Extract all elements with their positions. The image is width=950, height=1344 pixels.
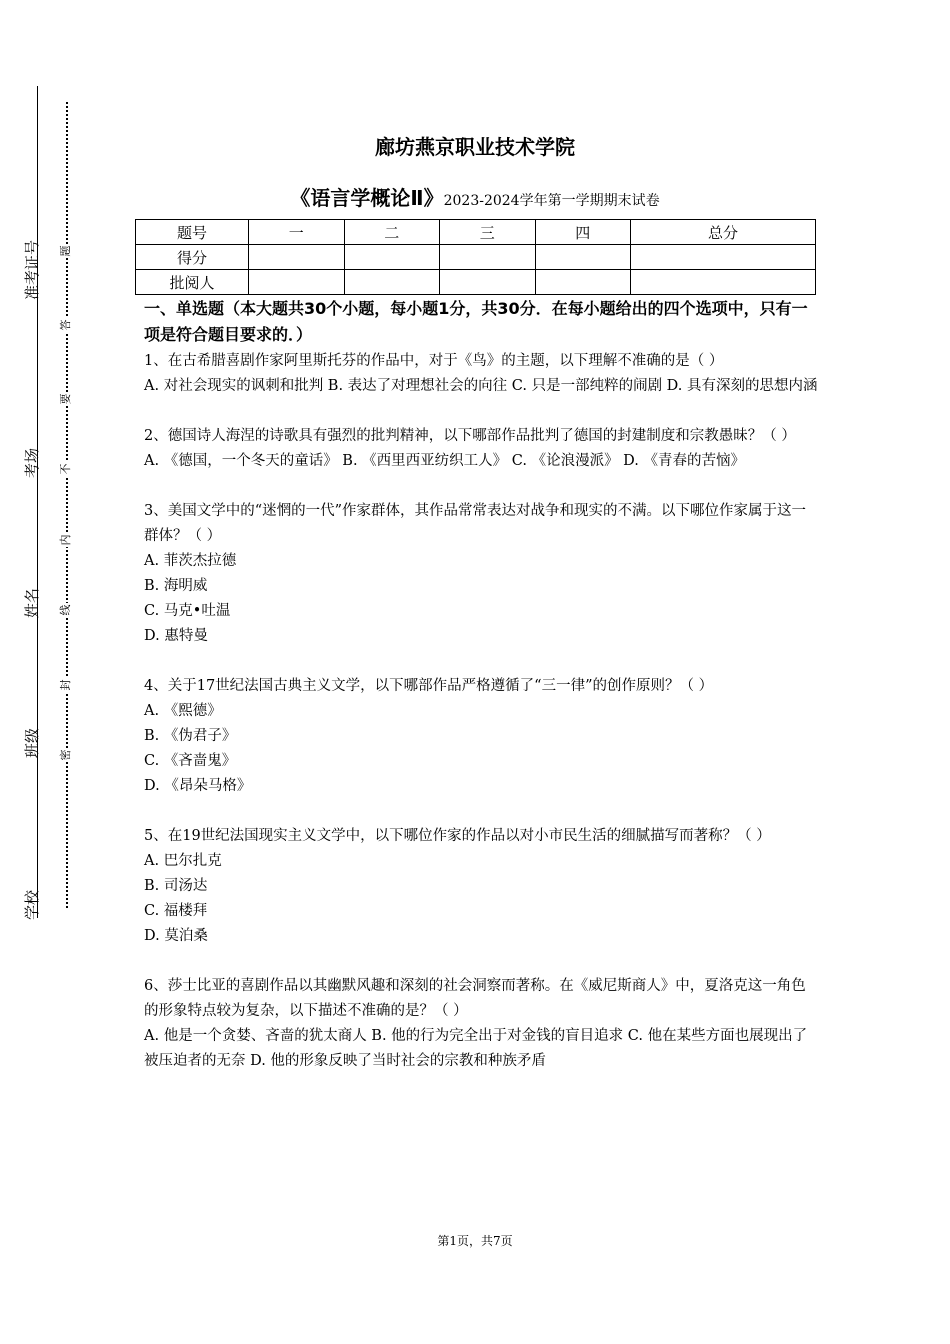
seal-char: 要 xyxy=(59,393,72,405)
option: A. 菲茨杰拉德 xyxy=(144,553,237,569)
question-stem: 6、莎士比亚的喜剧作品以其幽默风趣和深刻的社会洞察而著称。在《威尼斯商人》中，夏洛克这一角色的形象特点较为复杂，以下描述不准确的是？（ ） xyxy=(144,978,806,1019)
seal-char: 题 xyxy=(59,245,72,257)
seal-char: 答 xyxy=(59,319,72,331)
option: C. 福楼拜 xyxy=(144,903,208,919)
exam-title xyxy=(0,182,950,211)
school-label: 学校 xyxy=(23,889,41,920)
question-stem: 3、美国文学中的“迷惘的一代”作家群体，其作品常常表达对战争和现实的不满。以下哪位作家属于这一群体？（ ） xyxy=(144,503,807,544)
option: D. 莫泊桑 xyxy=(144,928,208,944)
table-row xyxy=(136,220,816,245)
name-label: 姓名 xyxy=(23,587,41,618)
score-cell[interactable] xyxy=(344,245,440,270)
course-title: 《语言学概论Ⅱ》 xyxy=(290,186,444,210)
class-label: 班级 xyxy=(23,727,41,758)
question-6 xyxy=(144,974,818,1074)
option: C. 马克•吐温 xyxy=(144,603,231,619)
option: B. 《伪君子》 xyxy=(144,728,237,744)
column-header: 四 xyxy=(535,220,631,245)
page-footer: 第1页，共7页 xyxy=(437,1234,513,1248)
seal-char: 线 xyxy=(59,604,72,616)
id-number-label: 准考证号 xyxy=(23,239,41,300)
option: D. 《昂朵马格》 xyxy=(144,778,252,794)
row-label: 题号 xyxy=(136,220,249,245)
question-stem: 2、德国诗人海涅的诗歌具有强烈的批判精神，以下哪部作品批判了德国的封建制度和宗教愚昧？（ ） xyxy=(144,428,796,444)
question-stem: 4、关于17世纪法国古典主义文学，以下哪部作品严格遵循了“三一律”的创作原则？（ ） xyxy=(144,678,714,694)
grader-cell[interactable] xyxy=(631,270,816,295)
question-5 xyxy=(144,824,818,949)
question-stem: 1、在古希腊喜剧作家阿里斯托芬的作品中，对于《鸟》的主题，以下理解不准确的是（ ） xyxy=(144,353,724,369)
grader-cell[interactable] xyxy=(440,270,536,295)
table-row xyxy=(136,270,816,295)
option: A. 巴尔扎克 xyxy=(144,853,222,869)
question-stem: 5、在19世纪法国现实主义文学中，以下哪位作家的作品以对小市民生活的细腻描写而著称？（ ） xyxy=(144,828,771,844)
score-cell[interactable] xyxy=(249,245,345,270)
row-label: 得分 xyxy=(136,245,249,270)
column-header: 一 xyxy=(249,220,345,245)
column-header: 二 xyxy=(344,220,440,245)
grader-cell[interactable] xyxy=(344,270,440,295)
question-options: A. 对社会现实的讽刺和批判 B. 表达了对理想社会的向往 C. 只是一部纯粹的闹剧 D. 具有深刻的思想内涵 xyxy=(144,378,818,394)
score-cell[interactable] xyxy=(440,245,536,270)
question-1 xyxy=(144,349,818,399)
column-header: 总分 xyxy=(631,220,816,245)
grader-cell[interactable] xyxy=(249,270,345,295)
question-4 xyxy=(144,674,818,799)
seal-dotted-line xyxy=(66,102,68,908)
score-table xyxy=(135,219,816,295)
question-3 xyxy=(144,499,818,649)
option: B. 司汤达 xyxy=(144,878,208,894)
section-heading: 一、单选题（本大题共30个小题，每小题1分，共30分．在每小题给出的四个选项中，只有一项是符合题目要求的．） xyxy=(144,299,808,344)
question-2 xyxy=(144,424,818,474)
exam-room-label: 考场 xyxy=(23,447,41,478)
school-name: 廊坊燕京职业技术学院 xyxy=(375,135,575,159)
score-cell[interactable] xyxy=(631,245,816,270)
seal-char: 密 xyxy=(59,749,72,761)
grader-cell[interactable] xyxy=(535,270,631,295)
option: B. 海明威 xyxy=(144,578,208,594)
row-label: 批阅人 xyxy=(136,270,249,295)
column-header: 三 xyxy=(440,220,536,245)
seal-char: 不 xyxy=(59,463,72,475)
question-options: A. 《德国，一个冬天的童话》 B. 《西里西亚纺织工人》 C. 《论浪漫派》 D. 《青春的苦恼》 xyxy=(144,453,746,469)
exam-content xyxy=(144,296,818,1074)
score-cell[interactable] xyxy=(535,245,631,270)
option: D. 惠特曼 xyxy=(144,628,208,644)
seal-char: 封 xyxy=(59,679,72,691)
option: C. 《吝啬鬼》 xyxy=(144,753,237,769)
question-options: A. 他是一个贪婪、吝啬的犹太商人 B. 他的行为完全出于对金钱的盲目追求 C. 他在某些方面也展现出了被压迫者的无奈 D. 他的形象反映了当时社会的宗教和种族矛盾 xyxy=(144,1028,808,1069)
option: A. 《熙德》 xyxy=(144,703,222,719)
table-row xyxy=(136,245,816,270)
seal-char: 内 xyxy=(59,534,72,546)
exam-term: 2023-2024学年第一学期期末试卷 xyxy=(443,193,660,209)
